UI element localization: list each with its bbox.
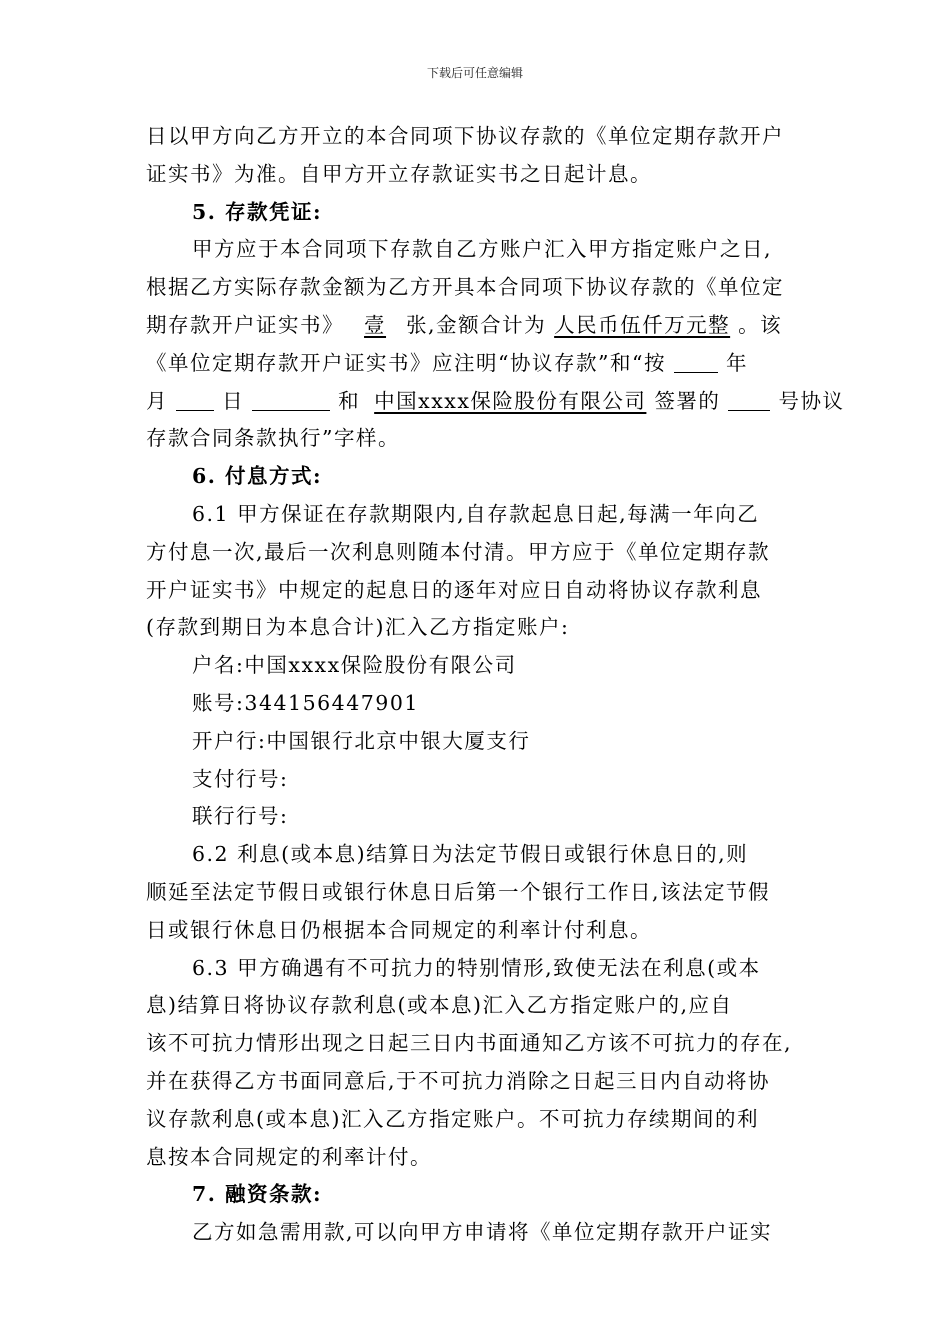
text-segment: 年 xyxy=(726,350,749,375)
text-segment: 日 xyxy=(222,388,245,413)
paragraph-line: 6.2 利息(或本息)结算日为法定节假日或银行休息日的,则 xyxy=(192,842,749,867)
company-name: 中国xxxx保险股份有限公司 xyxy=(374,388,647,413)
certificate-count: 壹 xyxy=(364,312,387,337)
paragraph-line: 开户证实书》中规定的起息日的逐年对应日自动将协议存款利息 xyxy=(146,577,762,602)
text-segment: 月 xyxy=(146,388,168,413)
paragraph-line: 该不可抗力情形出现之日起三日内书面通知乙方该不可抗力的存在, xyxy=(146,1031,793,1056)
paragraph-line: 6.1 甲方保证在存款期限内,自存款起息日起,每满一年向乙 xyxy=(192,501,760,526)
text-segment: 签署的 xyxy=(654,388,721,413)
paragraph-line: 证实书》为准。自甲方开立存款证实书之日起计息。 xyxy=(146,161,652,186)
paragraph-line: 6.3 甲方确遇有不可抗力的特别情形,致使无法在利息(或本 xyxy=(192,955,761,980)
agreement-number-blank xyxy=(728,388,770,411)
day-blank xyxy=(252,388,330,411)
month-blank xyxy=(176,388,214,411)
section-heading-5: 5. 存款凭证: xyxy=(192,199,323,224)
text-segment: 和 xyxy=(338,388,361,413)
paragraph-line: (存款到期日为本息合计)汇入乙方指定账户: xyxy=(146,615,570,640)
paragraph-line: 根据乙方实际存款金额为乙方开具本合同项下协议存款的《单位定 xyxy=(146,275,784,300)
paragraph-line xyxy=(146,307,810,345)
text-segment: 期存款开户证实书》 xyxy=(146,312,344,337)
section-heading-6: 6. 付息方式: xyxy=(192,464,323,489)
text-segment: 张,金额合计为 xyxy=(406,312,547,337)
paragraph-line: 议存款利息(或本息)汇入乙方指定账户。不可抗力存续期间的利 xyxy=(146,1106,759,1131)
year-blank xyxy=(674,350,718,373)
paragraph-line: 顺延至法定节假日或银行休息日后第一个银行工作日,该法定节假 xyxy=(146,879,771,904)
paragraph-line: 并在获得乙方书面同意后,于不可抗力消除之日起三日内自动将协 xyxy=(146,1068,771,1093)
paragraph-line: 乙方如急需用款,可以向甲方申请将《单位定期存款开户证实 xyxy=(192,1220,773,1245)
paragraph-line: 存款合同条款执行”字样。 xyxy=(146,426,400,451)
paragraph-line: 息按本合同规定的利率计付。 xyxy=(146,1144,432,1169)
paragraph-line: 息)结算日将协议存款利息(或本息)汇入乙方指定账户的,应自 xyxy=(146,993,733,1018)
text-segment: 号协议 xyxy=(778,388,845,413)
opening-bank: 开户行:中国银行北京中银大厦支行 xyxy=(192,728,531,753)
page-header: 下载后可任意编辑 xyxy=(426,66,523,80)
amount-total: 人民币伍仟万元整 xyxy=(554,312,731,337)
document-body xyxy=(146,118,845,1252)
text-segment: 《单位定期存款开户证实书》应注明“协议存款”和“按 xyxy=(146,350,666,375)
paragraph-line: 甲方应于本合同项下存款自乙方账户汇入甲方指定账户之日, xyxy=(192,237,773,262)
section-heading-7: 7. 融资条款: xyxy=(192,1182,323,1207)
paragraph-line: 方付息一次,最后一次利息则随本付清。甲方应于《单位定期存款 xyxy=(146,539,771,564)
paragraph-line xyxy=(146,345,810,383)
paragraph-line: 日以甲方向乙方开立的本合同项下协议存款的《单位定期存款开户 xyxy=(146,124,784,148)
payment-bank-code: 支付行号: xyxy=(192,766,289,791)
paragraph-line xyxy=(146,383,845,421)
account-name: 户名:中国xxxx保险股份有限公司 xyxy=(192,653,517,678)
text-segment: 。该 xyxy=(738,312,783,337)
interbank-code: 联行行号: xyxy=(192,804,289,829)
account-number: 账号:344156447901 xyxy=(192,690,419,715)
paragraph-line: 日或银行休息日仍根据本合同规定的利率计付利息。 xyxy=(146,917,652,942)
